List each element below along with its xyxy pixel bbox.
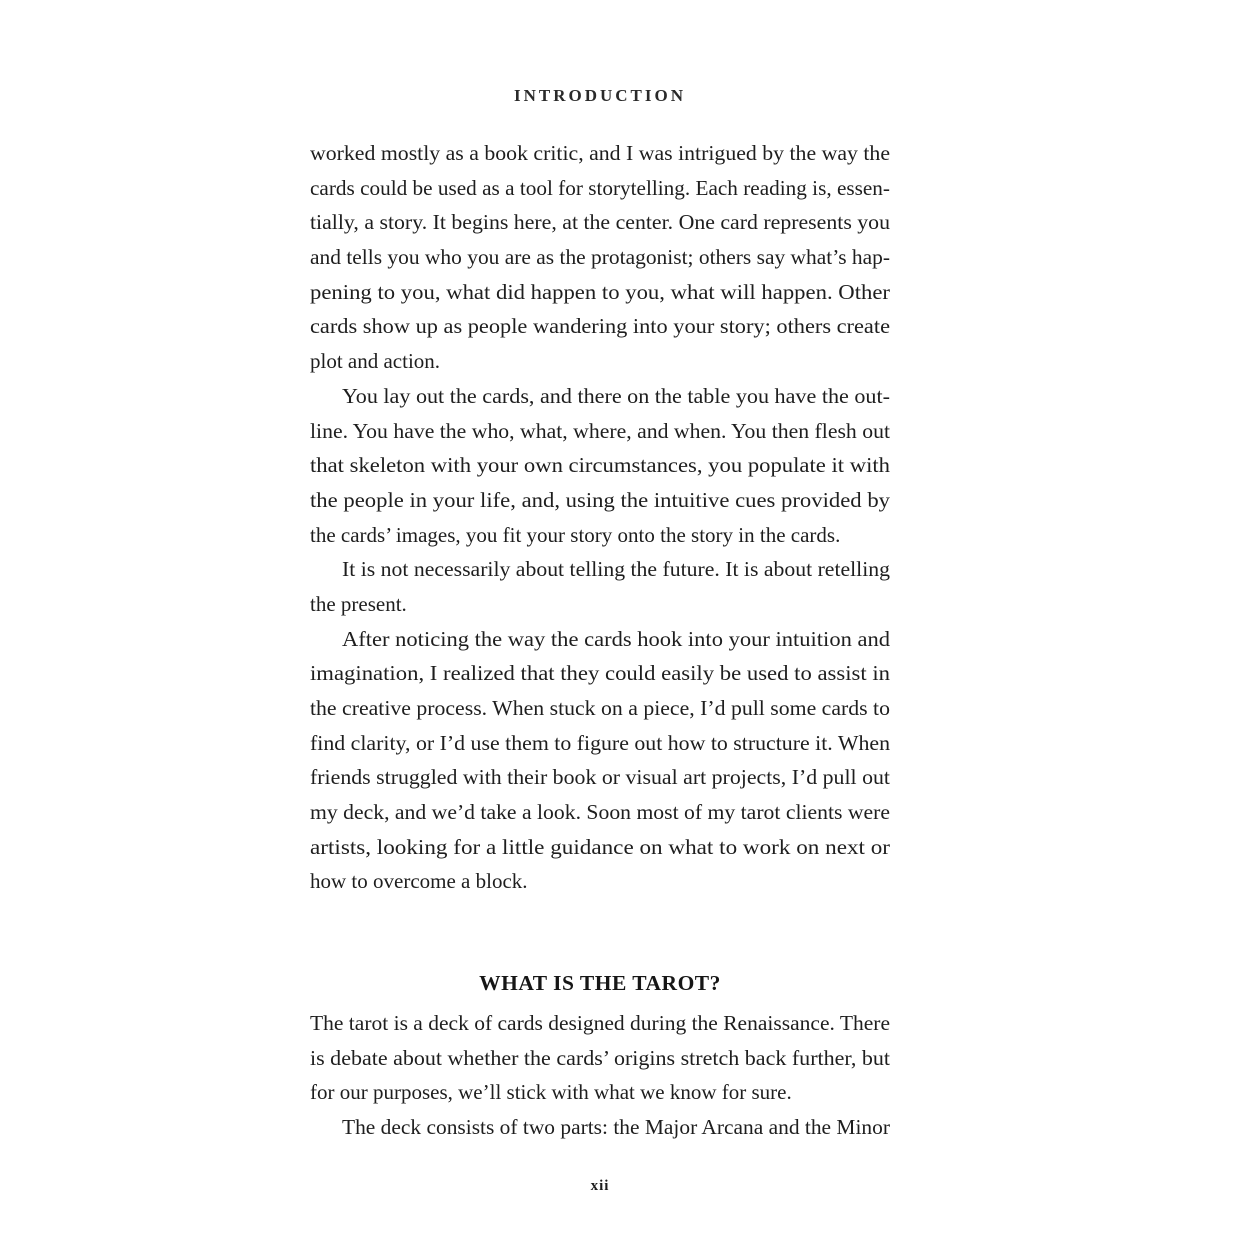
text-line: After noticing the way the cards hook into your intuition and [342, 626, 890, 651]
paragraph [310, 1006, 890, 1110]
text-line: pening to you, what did happen to you, what will happen. Other [310, 279, 890, 304]
text-line: You lay out the cards, and there on the table you have the out- [342, 383, 890, 408]
text-line: the cards’ images, you fit your story onto the story in the cards. [310, 522, 841, 547]
text-line: cards show up as people wandering into your story; others create [310, 314, 890, 339]
paragraph [310, 136, 890, 379]
text-line: cards could be used as a tool for storytelling. Each reading is, essen- [310, 175, 890, 200]
text-line: find clarity, or I’d use them to figure out how to structure it. When [310, 730, 891, 755]
body-text [310, 136, 890, 1145]
page-number: xii [590, 1178, 610, 1194]
paragraph [310, 379, 890, 552]
text-line: the creative process. When stuck on a piece, I’d pull some cards to [310, 696, 890, 720]
text-line: tially, a story. It begins here, at the center. One card represents you [310, 210, 890, 235]
text-line: artists, looking for a little guidance on what to work on next or [310, 834, 890, 859]
text-line: my deck, and we’d take a look. Soon most of my tarot clients were [310, 800, 890, 825]
text-line: the present. [310, 591, 407, 616]
text-line: and tells you who you are as the protagonist; others say what’s hap- [310, 245, 890, 270]
text-line: is debate about whether the cards’ origins stretch back further, but [310, 1045, 890, 1070]
text-line: The tarot is a deck of cards designed during the Renaissance. There [310, 1010, 890, 1035]
running-header: INTRODUCTION [513, 86, 687, 105]
paragraph [310, 552, 890, 621]
text-line: It is not necessarily about telling the future. It is about retelling [342, 557, 890, 582]
text-line: The deck consists of two parts: the Major Arcana and the Minor [342, 1114, 890, 1139]
text-line: imagination, I realized that they could easily be used to assist in [310, 661, 890, 686]
paragraph [310, 622, 890, 900]
section-heading: WHAT IS THE TAROT? [479, 971, 721, 996]
text-line: how to overcome a block. [310, 869, 528, 894]
text-line: the people in your life, and, using the intuitive cues provided by [310, 487, 890, 512]
text-line: line. You have the who, what, where, and when. You then flesh out [310, 418, 890, 443]
text-line: friends struggled with their book or visual art projects, I’d pull out [310, 765, 890, 790]
text-line: plot and action. [310, 349, 441, 374]
text-line: that skeleton with your own circumstances, you populate it with [310, 453, 890, 478]
text-line: for our purposes, we’ll stick with what we know for sure. [310, 1080, 792, 1105]
paragraph [310, 1110, 890, 1145]
text-line: worked mostly as a book critic, and I was intrigued by the way the [310, 141, 890, 165]
